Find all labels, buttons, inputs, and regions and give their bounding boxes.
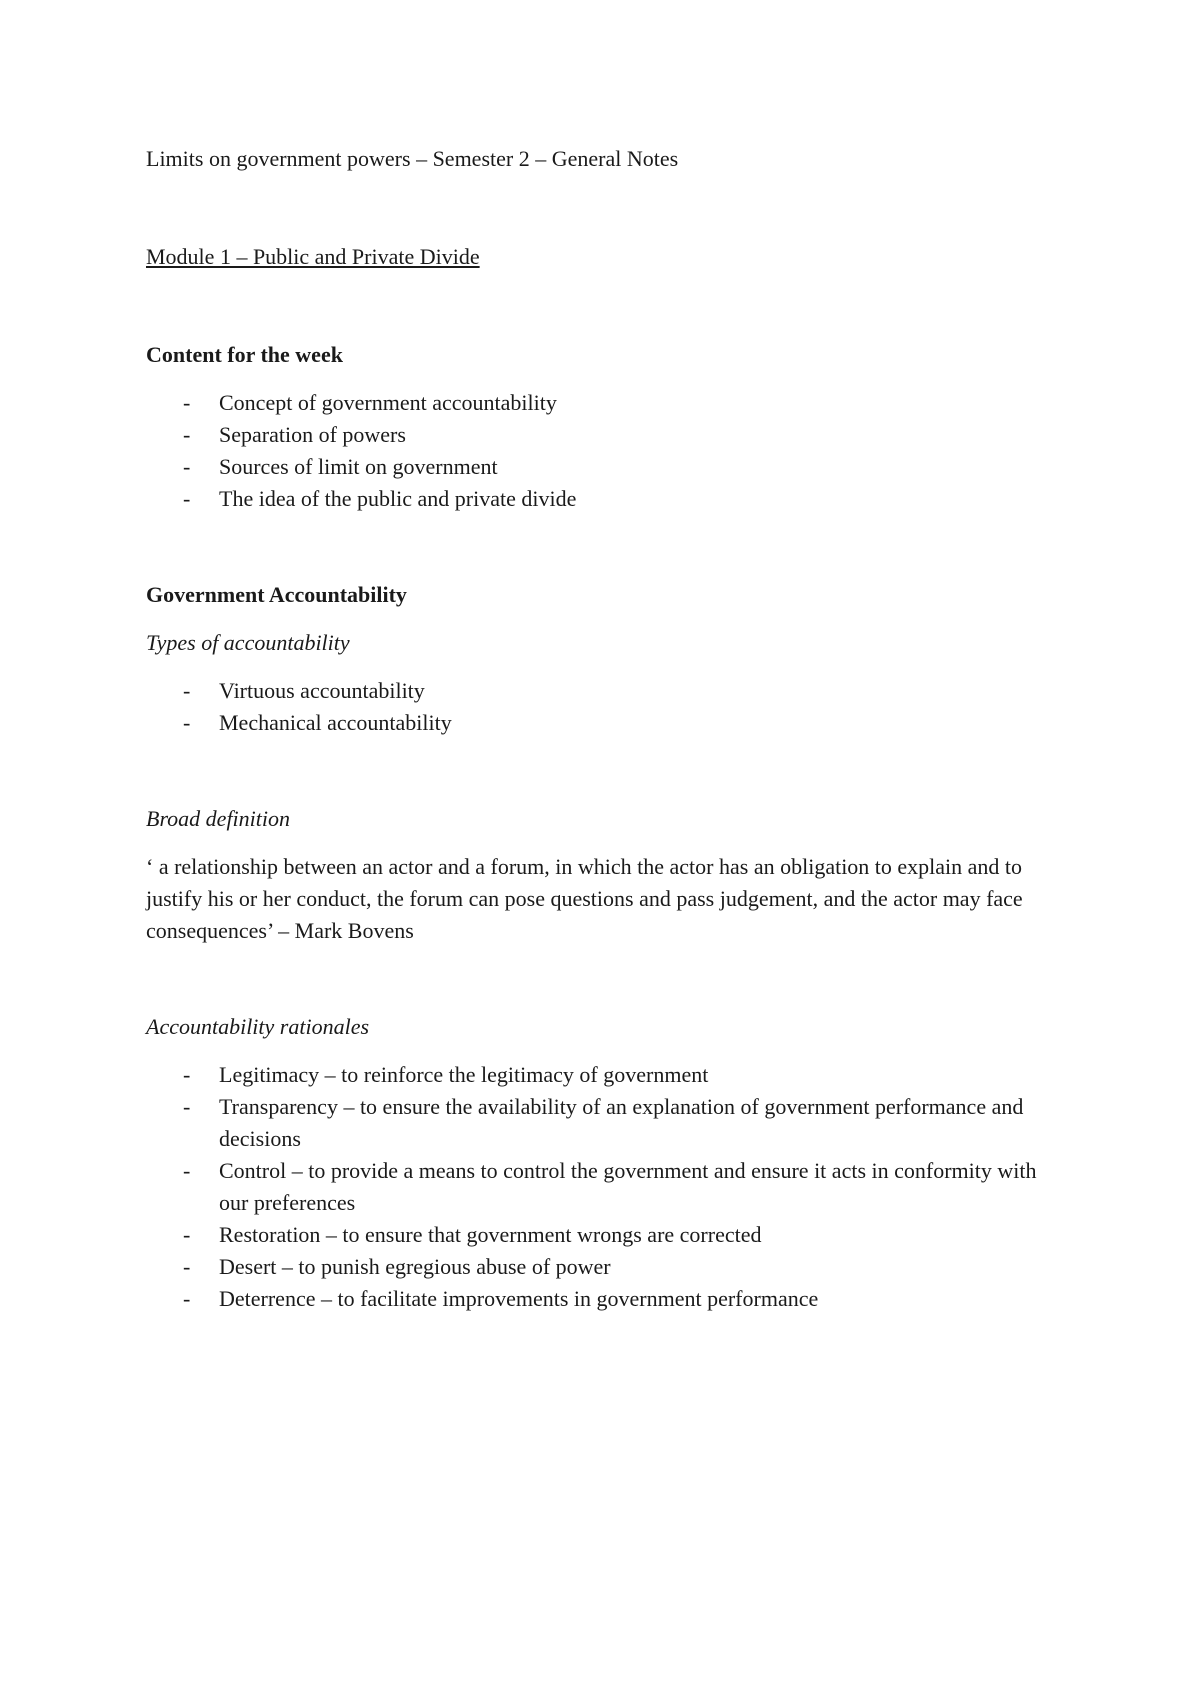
list-item <box>146 707 1066 739</box>
dash-marker: - <box>183 422 191 447</box>
dash-marker: - <box>183 1254 191 1279</box>
document-page <box>146 143 1066 1315</box>
list-item-text: The idea of the public and private divide <box>219 486 577 511</box>
types-heading: Types of accountability <box>146 630 350 655</box>
content-list <box>146 387 1066 515</box>
list-item <box>146 483 1066 515</box>
list-item-text: Control – to provide a means to control the government and ensure it acts in conformity with our preferences <box>219 1158 1037 1215</box>
list-item-text: Transparency – to ensure the availability of an explanation of government performance and decisions <box>219 1094 1024 1151</box>
rationales-list <box>146 1059 1066 1315</box>
dash-marker: - <box>183 486 191 511</box>
list-item <box>146 1059 1066 1091</box>
dash-marker: - <box>183 1158 191 1183</box>
broad-definition-text: ‘ a relationship between an actor and a forum, in which the actor has an obligation to explain and to justify his or her conduct, the forum can pose questions and pass judgement, and the actor may face consequences’ – Mark Bovens <box>146 854 1023 943</box>
dash-marker: - <box>183 1062 191 1087</box>
content-heading: Content for the week <box>146 342 343 367</box>
list-item-text: Restoration – to ensure that government wrongs are corrected <box>219 1222 762 1247</box>
list-item-text: Desert – to punish egregious abuse of power <box>219 1254 611 1279</box>
list-item <box>146 451 1066 483</box>
list-item <box>146 1219 1066 1251</box>
broad-definition-heading: Broad definition <box>146 806 291 831</box>
list-item-text: Deterrence – to facilitate improvements in government performance <box>219 1286 819 1311</box>
list-item-text: Mechanical accountability <box>219 710 452 735</box>
list-item-text: Virtuous accountability <box>219 678 425 703</box>
list-item <box>146 1091 1066 1155</box>
list-item <box>146 387 1066 419</box>
module-heading: Module 1 – Public and Private Divide <box>146 244 480 269</box>
list-item <box>146 1251 1066 1283</box>
dash-marker: - <box>183 454 191 479</box>
dash-marker: - <box>183 710 191 735</box>
dash-marker: - <box>183 390 191 415</box>
document-title: Limits on government powers – Semester 2 – General Notes <box>146 146 679 171</box>
list-item <box>146 1155 1066 1219</box>
list-item-text: Sources of limit on government <box>219 454 498 479</box>
dash-marker: - <box>183 1286 191 1311</box>
list-item-text: Separation of powers <box>219 422 406 447</box>
dash-marker: - <box>183 1222 191 1247</box>
types-list <box>146 675 1066 739</box>
rationales-heading: Accountability rationales <box>146 1014 370 1039</box>
dash-marker: - <box>183 678 191 703</box>
accountability-heading: Government Accountability <box>146 582 407 607</box>
dash-marker: - <box>183 1094 191 1119</box>
list-item <box>146 419 1066 451</box>
list-item-text: Concept of government accountability <box>219 390 557 415</box>
list-item <box>146 675 1066 707</box>
list-item-text: Legitimacy – to reinforce the legitimacy of government <box>219 1062 709 1087</box>
list-item <box>146 1283 1066 1315</box>
